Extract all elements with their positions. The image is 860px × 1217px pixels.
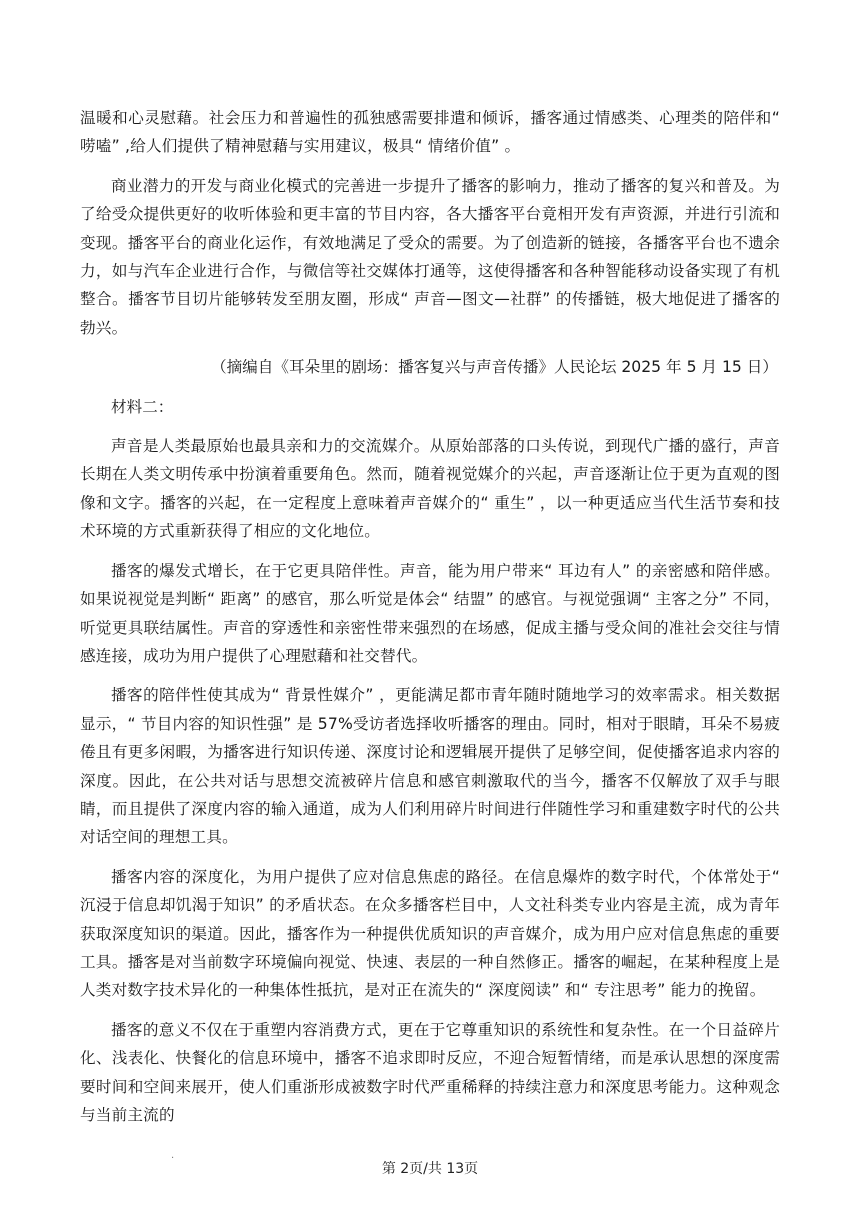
section-heading-material-two: 材料二： (111, 397, 174, 416)
paragraph-material-two-p5: 播客的意义不仅在于重塑内容消费方式，更在于它尊重知识的系统性和复杂性。在一个日益碎片化、浅表化、快餐化的信息环境中，播客不追求即时反应，不迎合短暂情绪，而是承认思想的深度需要时间和空间来展开，使人们重浙形成被数字时代严重稀释的持续注意力和深度思考能力。这种观念与当前主流的 (80, 1020, 780, 1124)
page-number: 第 2页/共 13页 (381, 1161, 479, 1177)
paragraph-material-two-p1: 声音是人类最原始也最具亲和力的交流媒介。从原始部落的口头传说，到现代广播的盛行，声音长期在人类文明传承中扮演着重要角色。然而，随着视觉媒介的兴起，声音逐渐让位于更为直观的图像和文字。播客的兴起，在一定程度上意味着声音媒介的“ 重生” ，以一种更适应当代生活节奏和技术环境的方式重新获得了相应的文化地位。 (80, 437, 780, 541)
paragraph-material-one-p1: 温暖和心灵慰藉。社会压力和普遍性的孤独感需要排遣和倾诉，播客通过情感类、心理类的陪伴和“ 唠嗑” ,给人们提供了精神慰藉与实用建议，极具“ 情绪价值” 。 (80, 109, 780, 156)
source-citation: （摘编自《耳朵里的剧场：播客复兴与声音传播》人民论坛 2025 年 5 月 15 日） (210, 358, 778, 377)
document-body (80, 104, 780, 1140)
paragraph-material-two-p3: 播客的陪伴性使其成为“ 背景性媒介” ，更能满足都市青年随时随地学习的效率需求。相关数据显示，“ 节目内容的知识性强” 是 57%受访者选择收听播客的理由。同时，相对于眼睛，耳朵不易疲倦且有更多闲暇，为播客进行知识传递、深度讨论和逻辑展开提供了足够空间，促使播客追求内容的深度。因此，在公共对话与思想交流被碎片信息和感官刺激取代的当今，播客不仅解放了双手与眼睛，而且提供了深度内容的输入通道，成为人们利用碎片时间进行伴随性学习和重建数字时代的公共对话空间的理想工具。 (80, 686, 780, 847)
paragraph-material-two-p4: 播客内容的深度化，为用户提供了应对信息焦虑的路径。在信息爆炸的数字时代，个体常处于“ 沉浸于信息却饥渴于知识” 的矛盾状态。在众多播客栏目中，人文社科类专业内容是主流，成为青年获取深度知识的渠道。因此，播客作为一种提供优质知识的声音媒介，成为用户应对信息焦虑的重要工具。播客是对当前数字环境偏向视觉、快速、表层的一种自然修正。播客的崛起，在某种程度上是人类对数字技术异化的一种集体性抵抗，是对正在流失的“ 深度阅读” 和“ 专注思考” 能力的挽留。 (80, 867, 780, 1000)
footer-dot: . (171, 1150, 175, 1161)
paragraph-material-one-p2: 商业潜力的开发与商业化模式的完善进一步提升了播客的影响力，推动了播客的复兴和普及。为了给受众提供更好的收听体验和更丰富的节目内容，各大播客平台竟相开发有声资源，并进行引流和变现。播客平台的商业化运作，有效地满足了受众的需要。为了创造新的链接，各播客平台也不遗余力，如与汽车企业进行合作，与微信等社交媒体打通等，这使得播客和各种智能移动设备实现了有机整合。播客节目切片能够转发至朋友圈，形成“ 声音—图文—社群” 的传播链，极大地促进了播客的勃兴。 (80, 176, 780, 337)
paragraph-material-two-p2: 播客的爆发式增长，在于它更具陪伴性。声音，能为用户带来“ 耳边有人” 的亲密感和陪伴感。如果说视觉是判断“ 距离” 的感官，那么听觉是体会“ 结盟” 的感官。与视觉强调“ 主客之分” 不同，听觉更具联结属性。声音的穿透性和亲密性带来强烈的在场感，促成主播与受众间的准社会交往与情感连接，成功为用户提供了心理慰藉和社交替代。 (80, 561, 780, 665)
